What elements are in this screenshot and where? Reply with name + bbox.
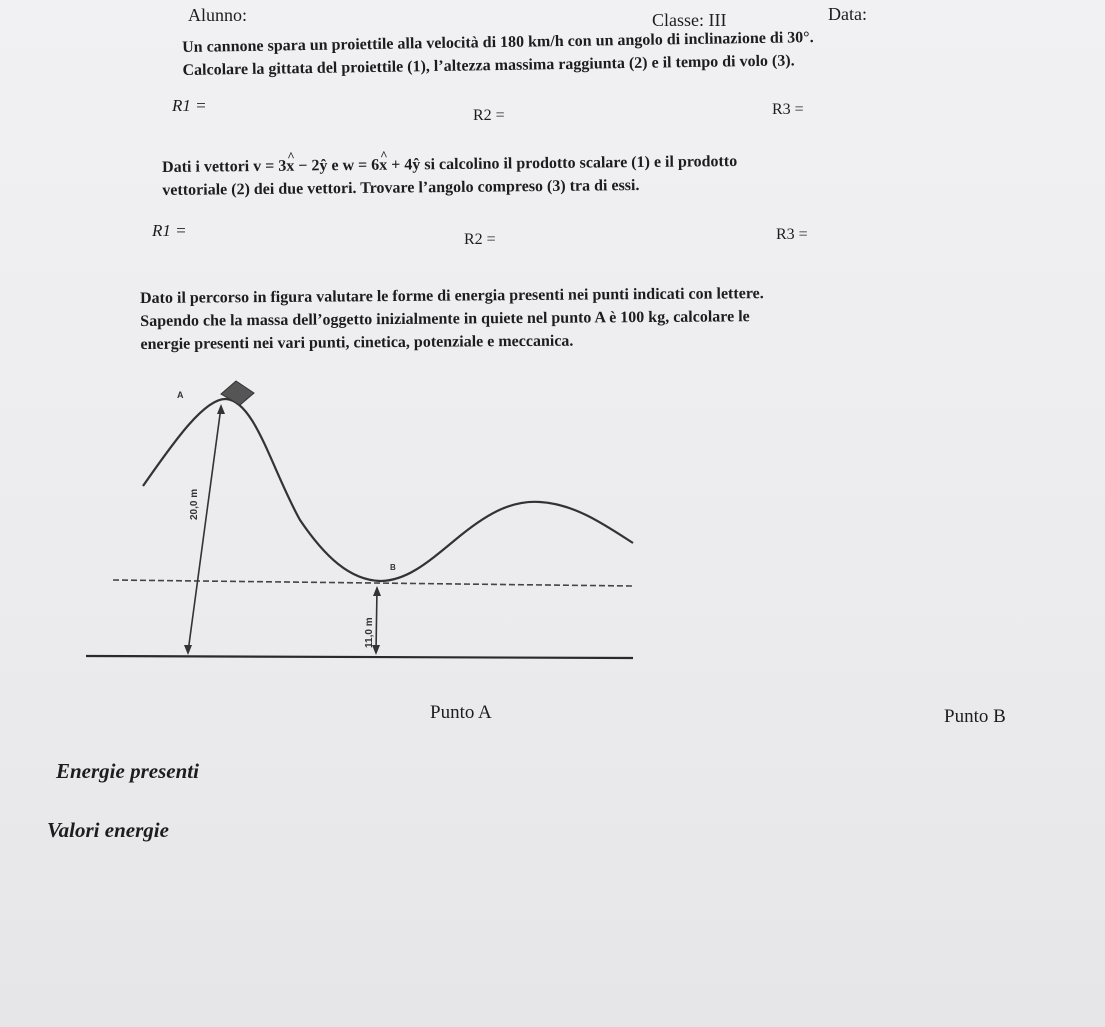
- x-hat-symbol: ^ x: [286, 155, 294, 178]
- problem-2-answer-1: R1 =: [152, 221, 187, 240]
- ground-line: [86, 656, 633, 658]
- problem-2-line-1: Dati i vettori v = 3^ x − 2ŷ e w = 6^ x + 4ŷ si calcolino il prodotto scalare (1) e il prodotto: [162, 150, 737, 179]
- arrowhead-icon: [217, 404, 225, 414]
- height-a-label: 20,0 m: [189, 488, 200, 520]
- problem-3-line-1: Dato il percorso in figura valutare le forme di energia presenti nei punti indicati con lettere.: [140, 285, 764, 307]
- problem-1-answer-1: R1 =: [172, 96, 207, 115]
- problem-2-answer-2: R2 =: [464, 231, 496, 248]
- problem-1-answer-2: R2 =: [473, 107, 505, 124]
- problem-3-line-2: Sapendo che la massa dell’oggetto inizialmente in quiete nel punto A è 100 kg, calcolare le: [140, 308, 750, 330]
- x-hat-symbol: ^ x: [379, 154, 387, 177]
- problem-1-line-1: Un cannone spara un proiettile alla velocità di 180 km/h con un angolo di inclinazione di 30°.: [182, 29, 814, 56]
- problem-2-line-2: vettoriale (2) dei due vettori. Trovare l’angolo compreso (3) tra di essi.: [162, 177, 640, 199]
- arrowhead-icon: [184, 645, 192, 655]
- student-label: Alunno:: [188, 5, 248, 25]
- track-curve: [143, 399, 633, 581]
- date-label: Data:: [828, 4, 867, 24]
- row-energie-presenti: Energie presenti: [56, 759, 199, 783]
- problem-2-answer-3: R3 =: [776, 226, 808, 243]
- class-label: Classe: III: [652, 10, 727, 30]
- column-punto-a: Punto A: [430, 702, 492, 723]
- height-b-label: 11,0 m: [364, 617, 375, 648]
- point-b-label: B: [390, 563, 396, 572]
- arrowhead-icon: [373, 586, 381, 596]
- column-punto-b: Punto B: [944, 706, 1006, 727]
- problem-1-answer-3: R3 =: [772, 101, 804, 118]
- height-arrow-b: [376, 588, 377, 652]
- problem-1-line-2: Calcolare la gittata del proiettile (1), l’altezza massima raggiunta (2) e il tempo di volo (3).: [182, 52, 795, 79]
- point-a-label: A: [177, 390, 184, 400]
- problem-3-line-3: energie presenti nei vari punti, cinetica, potenziale e meccanica.: [140, 332, 574, 353]
- object-block: [221, 381, 254, 405]
- row-valori-energie: Valori energie: [47, 818, 169, 842]
- height-arrow-a: [188, 407, 221, 652]
